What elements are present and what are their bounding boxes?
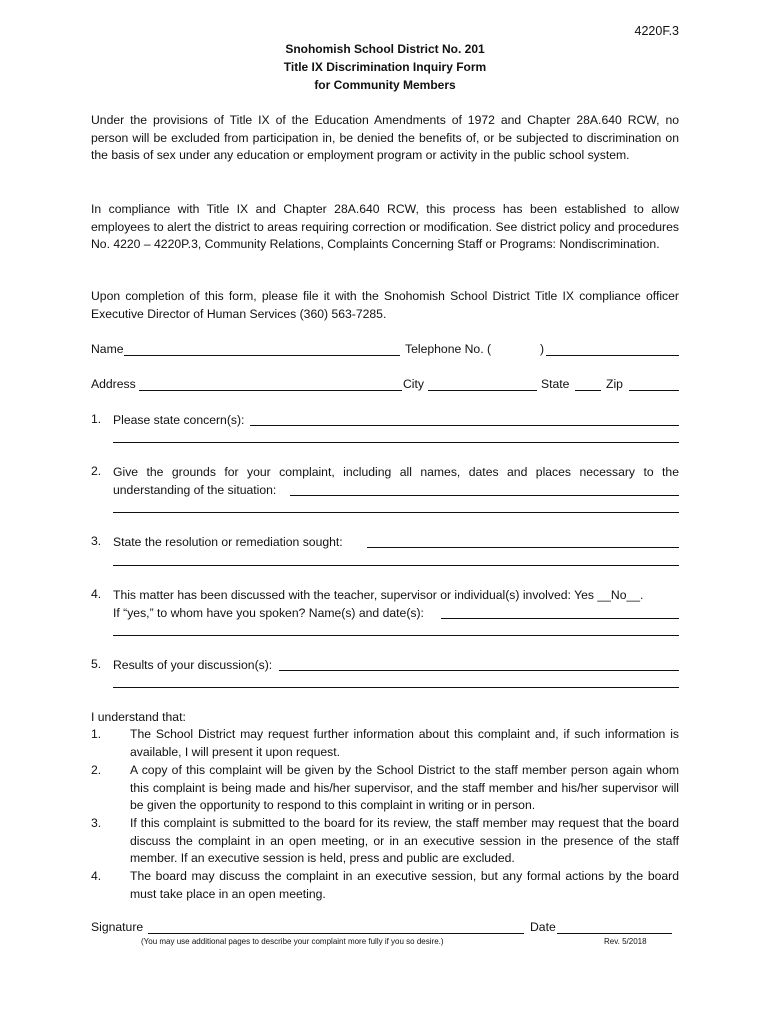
signature-label: Signature	[91, 920, 144, 934]
understand-item-3: If this complaint is submitted to the board for its review, the staff member may request that the board discuss the complaint in an open meeting, or in an executive session in the presence of the staff member. If an executive session is held, press and public are excluded.	[130, 816, 679, 865]
city-label: City	[403, 377, 424, 391]
question-4-continuation: If “yes,” to whom have you spoken? Name(s) and date(s):	[113, 606, 424, 620]
telephone-field[interactable]	[546, 355, 679, 356]
understand-item-2: A copy of this complaint will be given by the School District to the staff member person again whom this complaint is being made and his/her supervisor, and the staff member and his/her supervisor will be given the opportunity to respond to this complaint in writing or in person.	[130, 763, 679, 812]
compliance-paragraph: In compliance with Title IX and Chapter 28A.640 RCW, this process has been established to allow employees to alert the district to areas requiring correction or modification. See district policy and procedures No. 4220 – 4220P.3, Community Relations, Complaints Concerning Staff or Programs: Nondiscrimination.	[91, 202, 679, 251]
question-5-answer-line[interactable]	[113, 687, 679, 688]
question-5-answer-line[interactable]	[279, 670, 679, 671]
question-2-answer-line[interactable]	[290, 495, 679, 496]
additional-pages-note: (You may use additional pages to describe your complaint more fully if you so desire.)	[141, 937, 444, 946]
question-4-text: This matter has been discussed with the teacher, supervisor or individual(s) involved: Yes __No__.	[113, 588, 644, 602]
understand-item-number: 3.	[91, 816, 102, 830]
question-number: 3.	[91, 534, 102, 548]
telephone-label: Telephone No. (	[405, 342, 492, 356]
question-3-answer-line[interactable]	[113, 565, 679, 566]
zip-field[interactable]	[629, 390, 679, 391]
intro-paragraph: Under the provisions of Title IX of the Education Amendments of 1972 and Chapter 28A.640 RCW, no person will be excluded from participation in, be denied the benefits of, or be subjected to discrimination on the basis of sex under any education or employment program or activity in the public school system.	[91, 113, 679, 162]
address-field[interactable]	[139, 390, 402, 391]
zip-label: Zip	[606, 377, 623, 391]
question-1-answer-line[interactable]	[113, 442, 679, 443]
question-3-answer-line[interactable]	[367, 547, 679, 548]
telephone-paren: )	[540, 342, 545, 356]
document-number: 4220F.3	[634, 24, 679, 38]
understand-item-4: The board may discuss the complaint in an executive session, but any formal actions by the board must take place in an open meeting.	[130, 869, 679, 901]
question-number: 4.	[91, 587, 102, 601]
understand-item-number: 4.	[91, 869, 102, 883]
revision-date: Rev. 5/2018	[604, 937, 647, 946]
name-label: Name	[91, 342, 124, 356]
question-number: 1.	[91, 412, 102, 426]
question-2-text: Give the grounds for your complaint, including all names, dates and places necessary to the	[113, 465, 679, 479]
question-1-answer-line[interactable]	[250, 425, 679, 426]
question-2-continuation: understanding of the situation:	[113, 483, 277, 497]
signature-field[interactable]	[148, 933, 524, 934]
address-label: Address	[91, 377, 136, 391]
question-number: 2.	[91, 464, 102, 478]
form-subtitle: for Community Members	[314, 78, 456, 92]
understand-item-number: 2.	[91, 763, 102, 777]
understand-item-number: 1.	[91, 727, 102, 741]
question-2-answer-line[interactable]	[113, 512, 679, 513]
date-label: Date	[530, 920, 556, 934]
question-5-text: Results of your discussion(s):	[113, 658, 273, 672]
district-title: Snohomish School District No. 201	[285, 42, 485, 56]
state-label: State	[541, 377, 570, 391]
understand-intro: I understand that:	[91, 710, 186, 724]
date-field[interactable]	[557, 933, 672, 934]
question-3-text: State the resolution or remediation sought:	[113, 535, 343, 549]
question-4-answer-line[interactable]	[113, 635, 679, 636]
name-field[interactable]	[124, 355, 400, 356]
understand-item-1: The School District may request further information about this complaint and, if such information is available, I will present it upon request.	[130, 727, 679, 759]
city-field[interactable]	[428, 390, 537, 391]
question-number: 5.	[91, 657, 102, 671]
question-4-answer-line[interactable]	[441, 618, 679, 619]
filing-paragraph: Upon completion of this form, please file it with the Snohomish School District Title IX compliance officer Executive Director of Human Services (360) 563-7285.	[91, 289, 679, 321]
question-1-text: Please state concern(s):	[113, 413, 245, 427]
form-title: Title IX Discrimination Inquiry Form	[283, 60, 487, 74]
state-field[interactable]	[575, 390, 601, 391]
